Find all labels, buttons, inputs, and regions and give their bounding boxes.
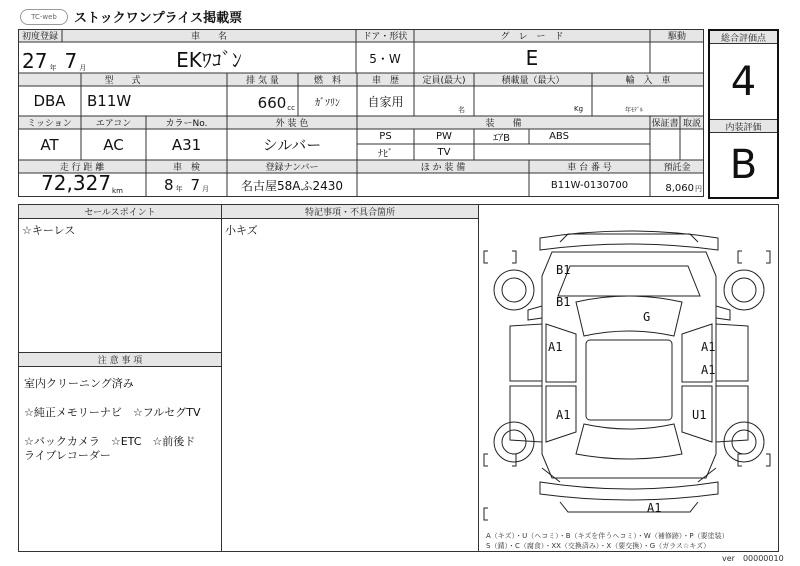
drive-value — [650, 43, 704, 73]
equip-airbag: ｴｱB — [493, 133, 510, 144]
km-unit: km — [112, 187, 123, 195]
total-score-label: 総合評価点 — [710, 31, 777, 44]
legend-line-2: S（錆）・C（腐食）・XX（交換済み）・X（要交換）・G（ガラス☆キズ） — [486, 542, 711, 550]
import-model-year: 年ﾓﾃﾞﾙ — [625, 107, 644, 114]
mission-value: AT — [40, 135, 59, 154]
displacement-label: 排 気 量 — [246, 76, 279, 86]
interior-score-label: 内装評価 — [710, 119, 777, 133]
damage-b1-front: B1 — [556, 263, 571, 277]
interior-score-value: B — [729, 141, 758, 188]
estimate-value — [650, 173, 704, 197]
chassis-label: 車 台 番 号 — [567, 163, 612, 173]
inspection-month-unit: 月 — [202, 185, 210, 193]
plate-label: 登録ナンバー — [265, 163, 319, 173]
aircon-label: エアコン — [95, 119, 132, 129]
month-unit: 月 — [79, 64, 87, 72]
mileage-value — [18, 173, 146, 197]
page-title: ストックワンプライス掲載票 — [74, 11, 243, 26]
cautions-label: 注 意 事 項 — [19, 352, 221, 367]
damage-b1-hood: B1 — [556, 295, 571, 309]
yen-unit: 円 — [695, 185, 702, 193]
first-reg-month: 7 — [64, 49, 78, 73]
estimate-label: 預託金 — [663, 163, 691, 173]
grade-value: E — [525, 46, 539, 70]
divider-1 — [221, 204, 222, 552]
estimate-number: 8,060 — [665, 183, 694, 194]
caution-line-3: ☆バックカメラ ☆ETC ☆前後ド — [24, 435, 196, 448]
aircon-value: AC — [103, 135, 124, 154]
caution-line-4: ライブレコーダー — [24, 449, 111, 462]
displacement-number: 660 — [257, 94, 287, 112]
caution-line-1: 室内クリーニング済み — [24, 377, 134, 390]
brand-logo: TC-web — [20, 9, 68, 25]
model-value: B11W — [87, 92, 132, 110]
year-unit: 年 — [49, 64, 57, 72]
damage-a1-rear-bumper: A1 — [647, 501, 662, 515]
damage-a1-right: A1 — [701, 340, 716, 354]
chassis-value: B11W-0130700 — [550, 179, 629, 191]
drive-label: 駆動 — [667, 32, 686, 42]
caution-line-2: ☆純正メモリーナビ ☆フルセグTV — [24, 406, 201, 419]
door-value: 5・W — [369, 51, 401, 66]
damage-u1-right-rear: U1 — [692, 408, 707, 422]
car-damage-diagram — [480, 206, 778, 526]
history-value: 自家用 — [367, 94, 404, 109]
damage-a1-left-rear: A1 — [556, 408, 571, 422]
mission-label: ミッション — [27, 119, 72, 129]
load-label: 積載量（最大） — [501, 76, 565, 86]
model-prefix: DBA — [33, 92, 66, 110]
equip-tv: TV — [437, 146, 451, 158]
remarks-item: 小キズ — [225, 224, 258, 237]
equip-ps: PS — [379, 131, 392, 142]
displacement-value — [227, 86, 298, 116]
model-label: 型 式 — [104, 76, 141, 86]
sales-point-item: ☆キーレス — [22, 224, 76, 237]
plate-value: 名古屋58Aふ2430 — [240, 178, 344, 193]
total-score-value: 4 — [730, 58, 757, 105]
manual-label: 取説 — [682, 119, 701, 129]
capacity-unit: 名 — [458, 106, 465, 114]
inspection-month: 7 — [190, 176, 201, 194]
mileage-label: 走 行 距 離 — [59, 163, 105, 173]
first-reg-year: 27 — [22, 49, 48, 73]
car-name-label: 車 名 — [190, 32, 227, 42]
fuel-value: ｶﾞｿﾘﾝ — [315, 97, 340, 109]
damage-a1-right-2: A1 — [701, 363, 716, 377]
mileage-number: 72,327 — [41, 171, 112, 195]
version-label: ver 00000010 — [722, 554, 784, 563]
warranty-label: 保証書 — [651, 119, 679, 129]
equip-pw: PW — [436, 131, 452, 142]
door-label: ドア・形状 — [362, 32, 408, 42]
first-reg-label: 初度登録 — [21, 32, 58, 42]
inspection-value — [146, 173, 227, 197]
equipment-label: 装 備 — [485, 119, 522, 129]
color-no-value: A31 — [171, 135, 202, 154]
fuel-label: 燃 料 — [313, 76, 341, 86]
equip-abs: ABS — [549, 131, 569, 142]
legend-line-1: A（キズ）・U（ヘコミ）・B（キズを伴うヘコミ）・W（補修跡）・P（要塗装） — [486, 532, 729, 540]
load-unit: Kg — [574, 105, 584, 113]
damage-a1-left: A1 — [548, 340, 563, 354]
sales-point-label: セールスポイント — [19, 205, 221, 219]
ext-color-label: 外 装 色 — [275, 119, 309, 129]
inspection-year: 8 — [163, 176, 174, 194]
color-no-label: カラーNo. — [165, 119, 208, 129]
inspection-label: 車 検 — [172, 163, 200, 173]
cc-unit: cc — [287, 104, 295, 112]
car-name-value: EKﾜｺﾞﾝ — [176, 47, 242, 72]
divider-2 — [478, 204, 479, 552]
equip-navi: ﾅﾋﾞ — [378, 148, 393, 160]
score-box — [708, 29, 779, 199]
history-label: 車 歴 — [371, 76, 399, 86]
other-equipment-label: ほ か 装 備 — [420, 163, 466, 173]
remarks-label: 特記事項・不具合箇所 — [222, 205, 478, 219]
ext-color-value: シルバー — [262, 136, 322, 154]
damage-g-glass: G — [643, 310, 651, 324]
import-label: 輸 入 車 — [625, 76, 671, 86]
capacity-label: 定員(最大) — [422, 76, 466, 86]
spec-table — [18, 29, 704, 197]
inspection-year-unit: 年 — [175, 185, 183, 193]
grade-label: グ レ ー ド — [500, 32, 564, 42]
